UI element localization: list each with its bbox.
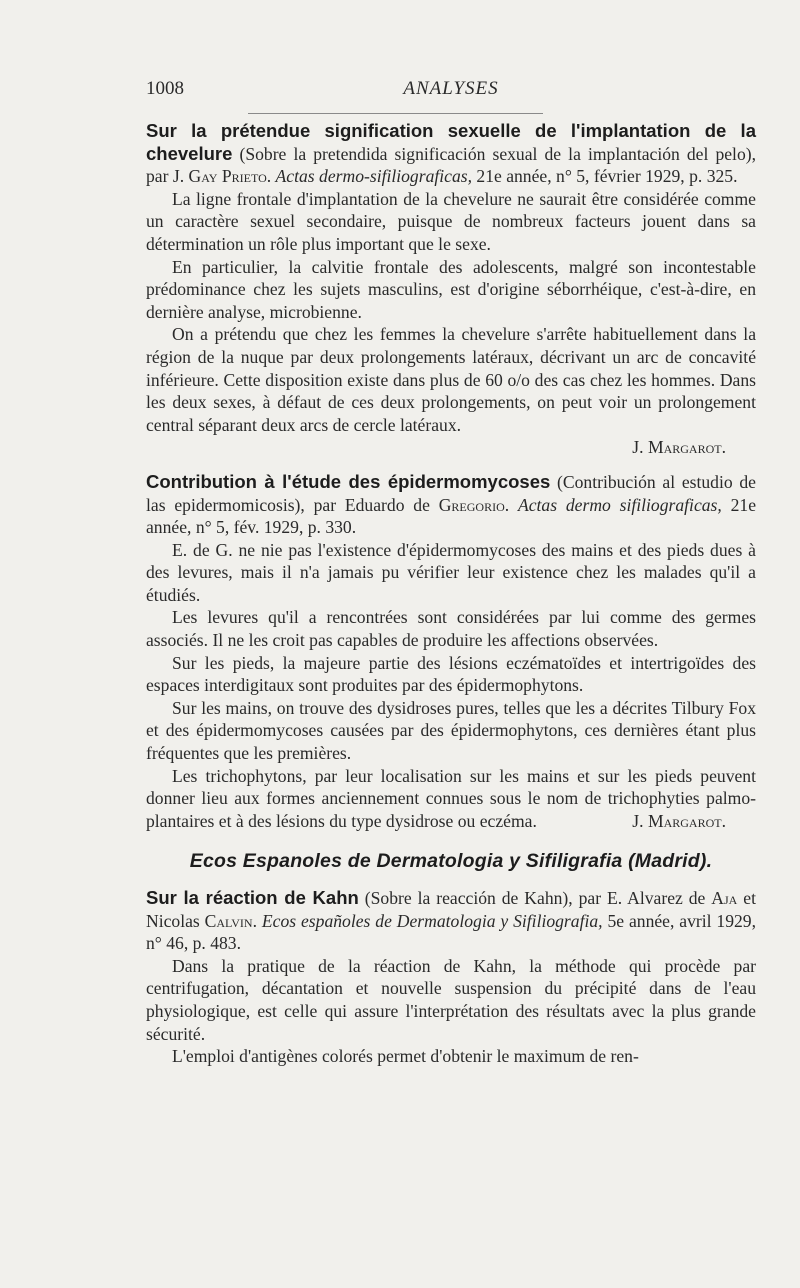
article-1-heading [146,120,756,188]
article-2-journal: Actas dermo sifiliograficas, [517,494,722,515]
article-2-paragraph-text: Les trichophytons, par leur localisation sur les mains et sur les pieds peuvent donner lieu aux formes anciennement connues sous le nom de trichophyties palmo-plantaires et à des lésions du type dysidrose ou eczéma. [146,765,756,831]
article-2-title: Contribution à l'étude des épidermomycoses [146,470,551,492]
page-content [146,120,756,1068]
article-3-author-2: Calvin [204,910,253,931]
article-2-ref-mid: . [504,494,518,515]
article-1-ref-pre: (Sobre la pretendida significación sexual de la implantación del pelo), par J. [146,143,756,187]
article-2-paragraph: Sur les pieds, la majeure partie des lésions eczématoïdes et intertrigoïdes des espaces interdigitaux sont produites par des épidermophytons. [146,652,756,696]
article-1-paragraph: En particulier, la calvitie frontale des adolescents, malgré son incontestable prédominance chez les sujets masculins, est d'origine séborrhéique, c'est-à-dire, en dernière analyse, microbienne. [146,256,756,322]
article-1-paragraph: La ligne frontale d'implantation de la chevelure ne saurait être considérée comme un caractère sexuel secondaire, puisque de nombreux facteurs jouent dans sa détermination un rôle plus important que le sexe. [146,188,756,254]
page-header [146,78,756,104]
article-2-ref-pre: (Contribución al estudio de las epidermomicosis), par Eduardo de [146,471,756,515]
article-1-journal: Actas dermo-sifiliograficas, [275,166,472,187]
journal-heading: Ecos Espanoles de Dermatologia y Sifiligrafia (Madrid). [189,850,713,873]
article-1-ref-post: 21e année, n° 5, février 1929, p. 325. [472,166,738,187]
article-1-ref-mid: . [266,166,276,187]
article-2-author: Gregorio [438,494,505,515]
article-2-signature: J. Margarot. [632,810,726,831]
article-3-author-1: Aja [711,888,738,908]
article-2-paragraph-last [146,765,756,833]
article-2-paragraph: E. de G. ne nie pas l'existence d'épidermomycoses des mains et des pieds dues à des levures, mais il n'a jamais pu vérifier leur existence chez les malades qu'il a étudiés. [146,539,756,605]
article-3-paragraph: Dans la pratique de la réaction de Kahn, la méthode qui procède par centrifugation, décantation et nouvelle suspension du précipité dans de l'eau physiologique, est celle qui assure l'interprétation des résultats avec la plus grande sécurité. [146,955,756,1044]
article-3-ref-post: 5e année, avril 1929, n° 46, p. 483. [146,910,756,954]
article-1-signature: J. Margarot. [632,437,726,458]
article-3-ref-pre: (Sobre la reacción de Kahn), par E. Alvarez de [358,888,712,908]
article-2-ref-post: 21e année, n° 5, fév. 1929, p. 330. [146,494,757,538]
article-3-heading [146,887,756,955]
article-3-paragraph: L'emploi d'antigènes colorés permet d'obtenir le maximum de ren- [172,1046,639,1067]
article-3-ref-mid: . [252,910,262,931]
article-3-journal: Ecos españoles de Dermatologia y Sifiliografia, [261,910,603,931]
article-1-title: Sur la prétendue signification sexuelle de l'implantation de la chevelure [146,120,756,164]
article-2-paragraph: Les levures qu'il a rencontrées sont considérées par lui comme des germes associés. Il ne les croit pas capables de produire les affections observées. [146,607,756,651]
article-3-ref-and: et Nicolas [146,888,756,931]
running-title: ANALYSES [403,78,499,99]
page-number: 1008 [146,78,184,99]
article-3-title: Sur la réaction de Kahn [146,887,359,908]
article-2-paragraph: Sur les mains, on trouve des dysidroses pures, telles que les a décrites Tilbury Fox et des épidermomycoses causées par des épidermophytons, ces dernières étant plus fréquentes que les premières. [146,697,756,764]
header-rule [248,113,543,114]
article-1-paragraph: On a prétendu que chez les femmes la chevelure s'arrête habituellement dans la région de la nuque par deux prolongements latéraux, décrivant un arc de concavité inférieure. Cette disposition existe dans plus de 60 o/o des cas chez les hommes. Dans les deux sexes, à défaut de ces deux prolongements, on peut voir un prolongement central séparant deux arcs de cercle latéraux. [146,324,756,435]
article-1-author: Gay Prieto [188,166,267,187]
article-2-heading [146,471,756,539]
